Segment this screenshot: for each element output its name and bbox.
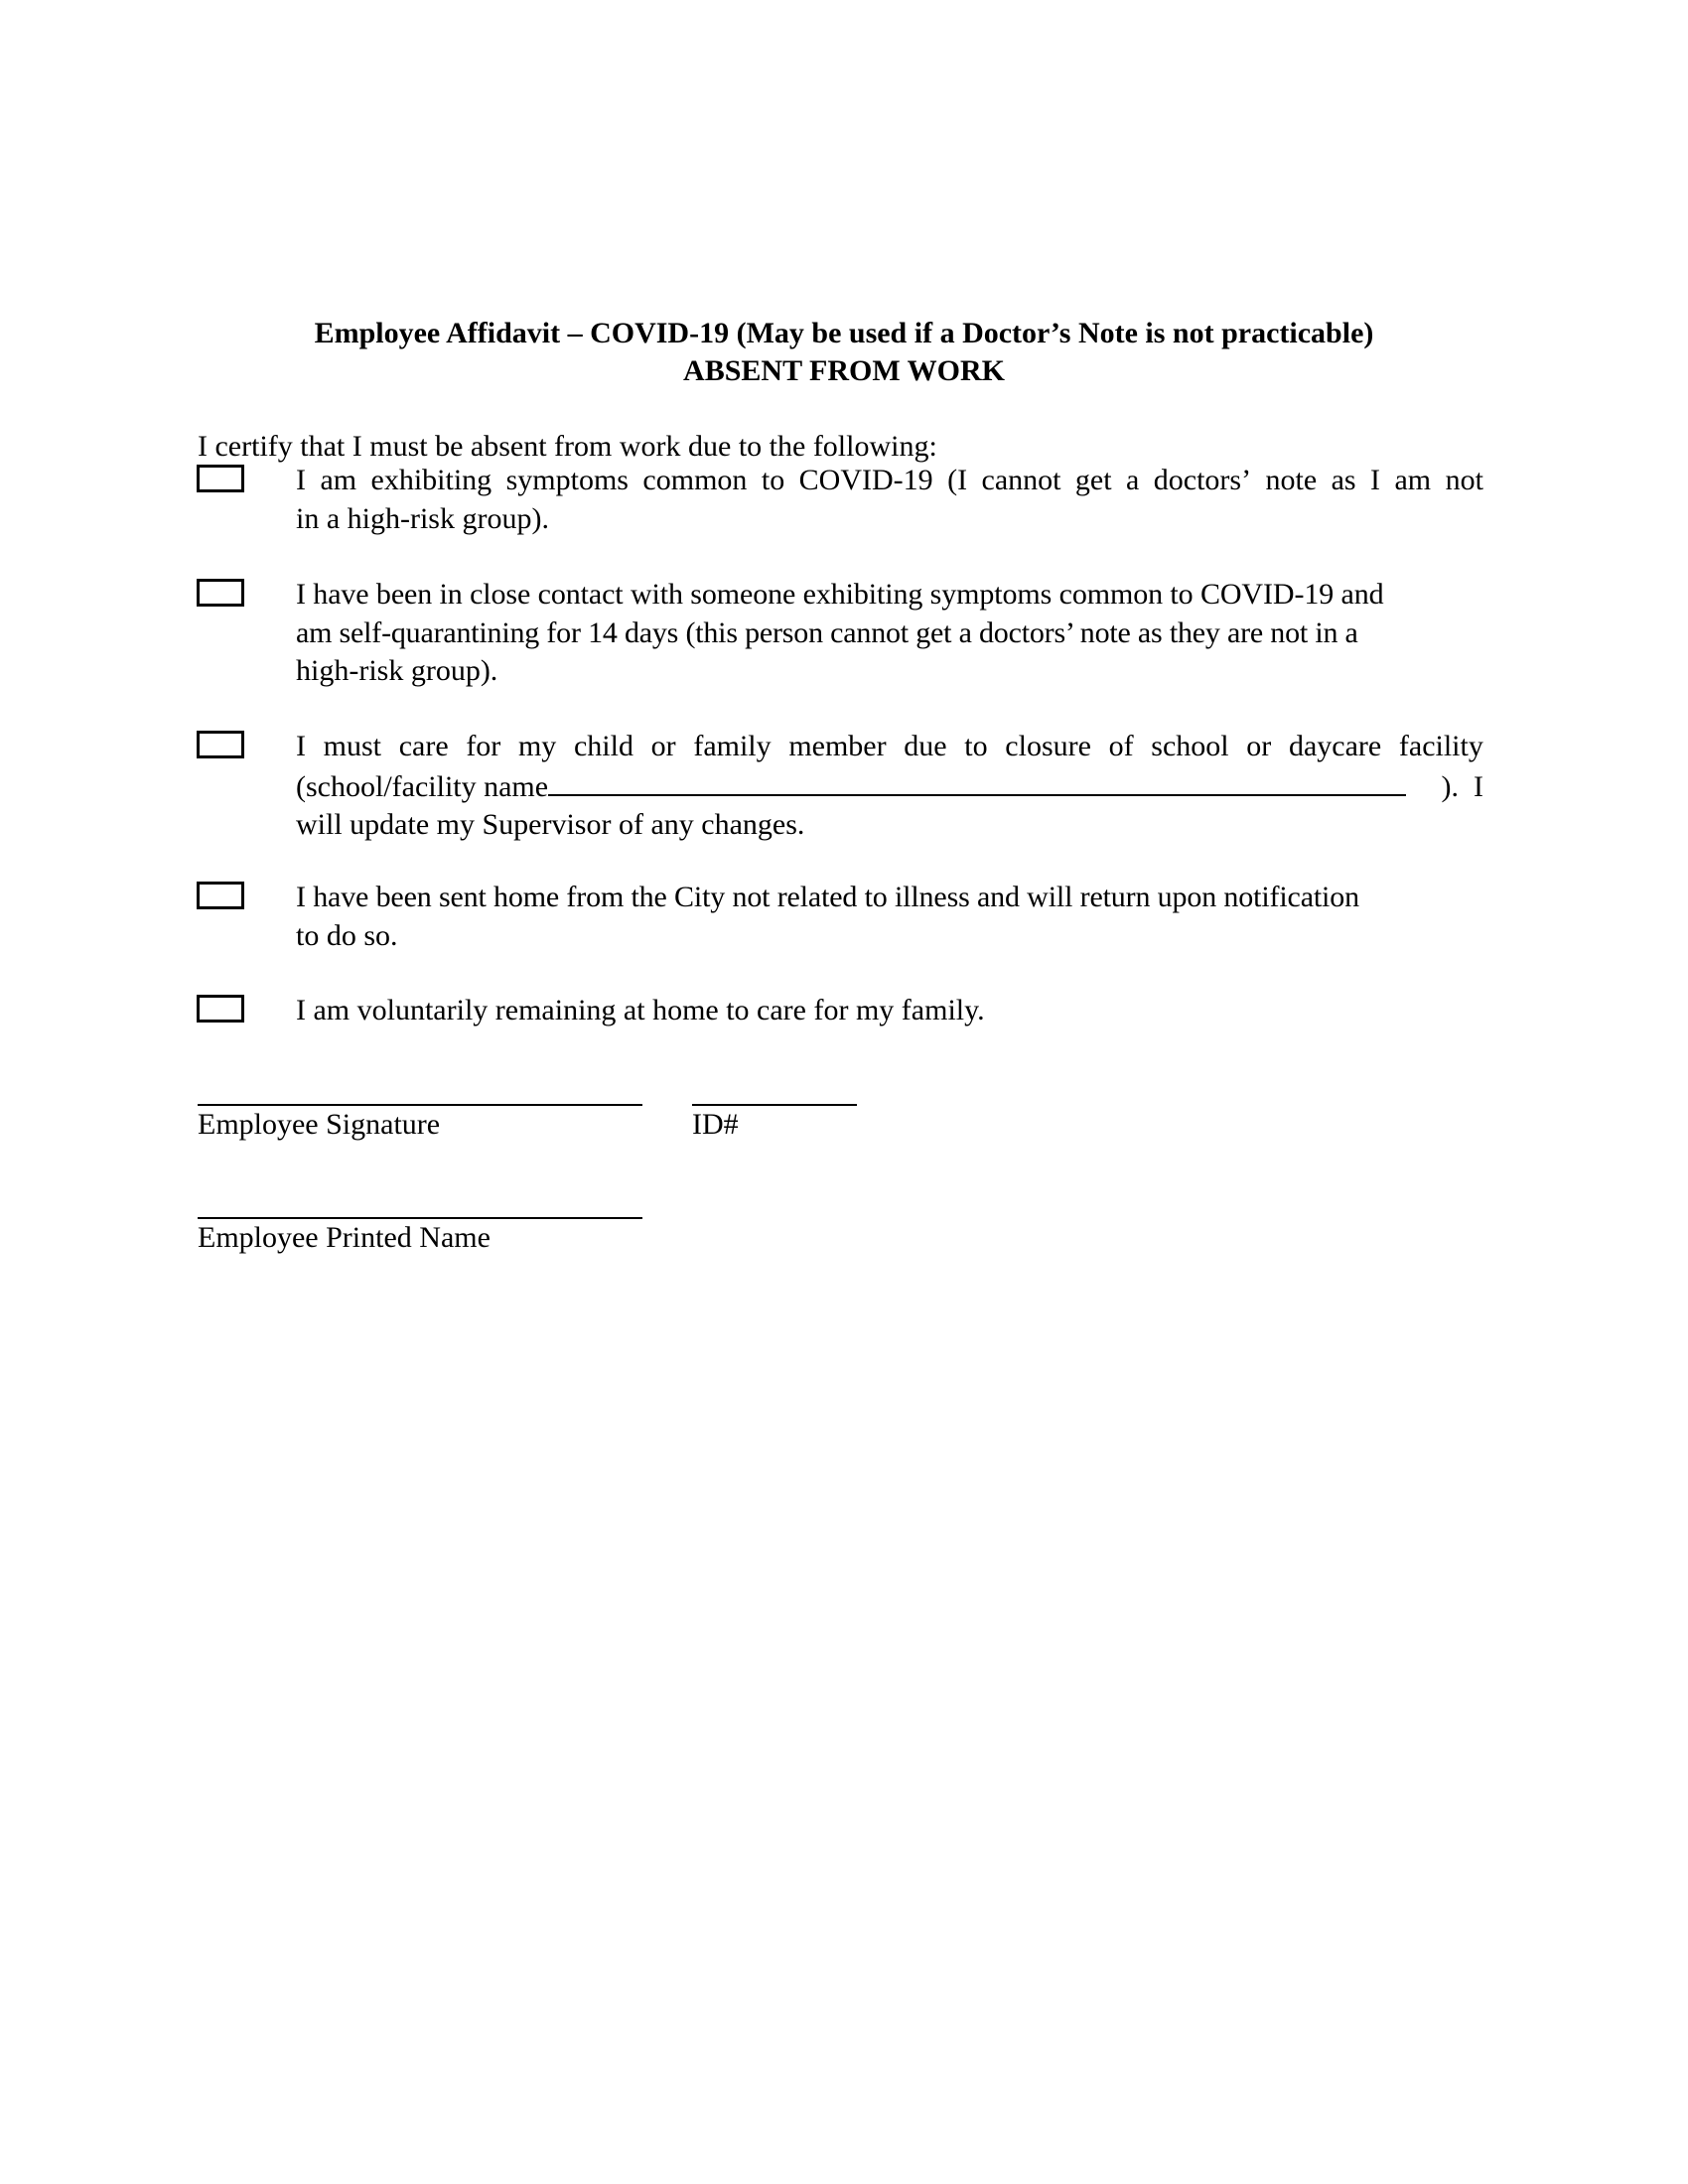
checkbox-symptoms[interactable] bbox=[197, 465, 244, 492]
option-text-line: I have been in close contact with someone exhibiting symptoms common to COVID-19 and bbox=[296, 578, 1384, 611]
intro-text: I certify that I must be absent from work due to the following: bbox=[198, 430, 937, 463]
option-text-line: will update my Supervisor of any changes. bbox=[296, 808, 805, 841]
word: school bbox=[1151, 730, 1229, 762]
word: symptoms bbox=[505, 464, 629, 496]
option-text-line bbox=[296, 462, 1483, 500]
option-symptoms-text bbox=[296, 462, 1483, 538]
option-family-care-text bbox=[296, 728, 1483, 845]
word: or bbox=[650, 730, 676, 762]
word: family bbox=[693, 730, 772, 762]
word: (I bbox=[947, 464, 968, 496]
option-text-line-with-field bbox=[296, 766, 1483, 807]
word: closure bbox=[1005, 730, 1091, 762]
word: COVID-19 bbox=[798, 464, 933, 496]
facility-prefix bbox=[296, 766, 1406, 807]
option-sent-home-text bbox=[296, 879, 1483, 955]
word: not bbox=[1445, 464, 1483, 496]
word: care bbox=[398, 730, 449, 762]
checkbox-sent-home[interactable] bbox=[197, 882, 244, 909]
option-text-line: in a high-risk group). bbox=[296, 501, 549, 535]
word: member bbox=[788, 730, 887, 762]
word: I bbox=[1370, 464, 1381, 496]
word: exhibiting bbox=[370, 464, 492, 496]
facility-suffix: ). I bbox=[1441, 769, 1483, 803]
word: am bbox=[320, 464, 357, 496]
word: child bbox=[573, 730, 633, 762]
word: for bbox=[466, 730, 501, 762]
word: as bbox=[1331, 464, 1356, 496]
word: I bbox=[296, 730, 306, 762]
word: get bbox=[1074, 464, 1112, 496]
checkbox-voluntary[interactable] bbox=[197, 995, 244, 1023]
option-close-contact-text bbox=[296, 576, 1483, 691]
option-voluntary-text bbox=[296, 992, 1483, 1030]
word: I bbox=[296, 464, 306, 496]
word: am bbox=[1394, 464, 1432, 496]
employee-printed-name-label: Employee Printed Name bbox=[198, 1221, 491, 1254]
option-text-line: high-risk group). bbox=[296, 654, 498, 687]
title-line-1: Employee Affidavit – COVID-19 (May be used if a Doctor’s Note is not practicable) bbox=[314, 317, 1374, 349]
employee-signature-label: Employee Signature bbox=[198, 1108, 441, 1141]
word: or bbox=[1246, 730, 1272, 762]
option-text-line: I have been sent home from the City not related to illness and will return upon notification bbox=[296, 881, 1359, 913]
option-text-line: I am voluntarily remaining at home to care for my family. bbox=[296, 994, 985, 1026]
word: a bbox=[1126, 464, 1140, 496]
word: my bbox=[517, 730, 557, 762]
facility-label: (school/facility name bbox=[296, 769, 549, 803]
word: common bbox=[642, 464, 748, 496]
option-text-line bbox=[296, 728, 1483, 766]
option-text-line: to do so. bbox=[296, 918, 398, 952]
word: must bbox=[323, 730, 382, 762]
word: due bbox=[904, 730, 947, 762]
title-line-2: ABSENT FROM WORK bbox=[683, 354, 1005, 387]
facility-name-field[interactable] bbox=[548, 766, 1406, 796]
word: of bbox=[1108, 730, 1134, 762]
word: to bbox=[964, 730, 988, 762]
option-text-line: am self-quarantining for 14 days (this person cannot get a doctors’ note as they are not in a bbox=[296, 615, 1358, 649]
word: note bbox=[1265, 464, 1318, 496]
word: doctors’ bbox=[1153, 464, 1252, 496]
checkbox-family-care[interactable] bbox=[197, 731, 244, 758]
word: daycare bbox=[1288, 730, 1382, 762]
checkbox-close-contact[interactable] bbox=[197, 579, 244, 607]
id-label: ID# bbox=[692, 1108, 739, 1141]
word: to bbox=[761, 464, 785, 496]
word: cannot bbox=[981, 464, 1061, 496]
word: facility bbox=[1398, 730, 1483, 762]
